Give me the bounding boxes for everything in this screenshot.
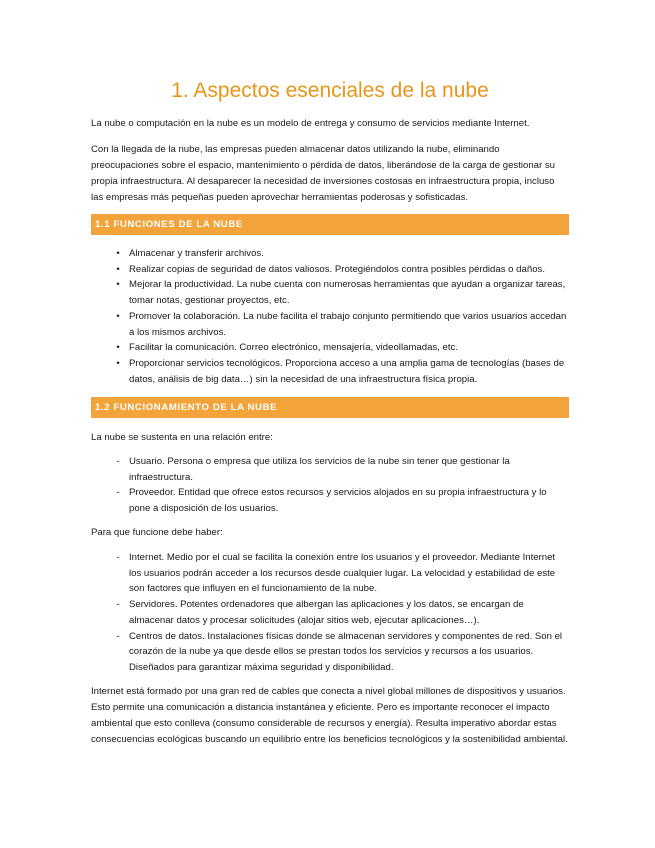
dash-icon: -	[116, 599, 120, 611]
relation-lead: La nube se sustenta en una relación entre:	[91, 432, 273, 443]
list-item: • Almacenar y transferir archivos.	[91, 246, 569, 262]
bullet-icon: •	[116, 342, 120, 354]
requirements-lead: Para que funcione debe haber:	[91, 527, 223, 538]
bullet-icon: •	[116, 310, 120, 322]
list-item: - Servidores. Potentes ordenadores que albergan las aplicaciones y los datos, se encargan de almacenar datos y procesar solicitudes (alojar sitios web, ejecutar aplicaciones…).	[91, 597, 569, 628]
list-item: • Mejorar la productividad. La nube cuenta con numerosas herramientas que ayudan a organizar tareas, tomar notas, gestionar proyectos, etc.	[91, 277, 569, 308]
section-heading-funcionamiento: 1.2 FUNCIONAMIENTO DE LA NUBE	[91, 397, 569, 418]
dash-icon: -	[116, 487, 120, 499]
intro-paragraph-2: Con la llegada de la nube, las empresas pueden almacenar datos utilizando la nube, eliminando preocupaciones sobre el espacio, mantenimiento o pérdida de datos, liberándose de la carga de gestionar su propia infraestructura. Al desaparecer la necesidad de inversiones costosas en infraestructura propia, incluso las empresas más pequeñas pueden aprovechar herramientas poderosas y sofisticadas.	[91, 144, 555, 203]
list-item: - Usuario. Persona o empresa que utiliza los servicios de la nube sin tener que gestionar la infraestructura.	[91, 454, 569, 485]
funciones-list	[91, 246, 569, 387]
list-item: • Realizar copias de seguridad de datos valiosos. Protegiéndolos contra posibles pérdidas o daños.	[91, 262, 569, 278]
list-item: • Facilitar la comunicación. Correo electrónico, mensajería, videollamadas, etc.	[91, 340, 569, 356]
bullet-icon: •	[116, 263, 120, 275]
list-item: - Internet. Medio por el cual se facilita la conexión entre los usuarios y el proveedor. Mediante Internet los usuarios podrán acceder a los recursos desde cualquier lugar. La velocidad y estabilidad de este son factores que influyen en el funcionamiento de la nube.	[91, 550, 569, 597]
bullet-icon: •	[116, 357, 120, 369]
section-heading-funciones: 1.1 FUNCIONES DE LA NUBE	[91, 214, 569, 235]
dash-icon: -	[116, 456, 120, 467]
bullet-icon: •	[116, 279, 120, 291]
dash-icon: -	[116, 552, 120, 563]
intro-paragraph-1: La nube o computación en la nube es un modelo de entrega y consumo de servicios mediante Internet.	[91, 118, 530, 129]
list-item: - Centros de datos. Instalaciones físicas donde se almacenan servidores y componentes de red. Son el corazón de la nube ya que desde ellos se prestan todos los servicios y recursos a los usuarios. Diseñados para garantizar máxima seguridad y disponibilidad.	[91, 629, 569, 676]
page-title: 1. Aspectos esenciales de la nube	[171, 79, 489, 102]
relation-list	[91, 454, 569, 517]
list-item: - Proveedor. Entidad que ofrece estos recursos y servicios alojados en su propia infraestructura y lo pone a disposición de los usuarios.	[91, 485, 569, 516]
dash-icon: -	[116, 630, 120, 642]
bullet-icon: •	[116, 248, 120, 259]
list-item: • Proporcionar servicios tecnológicos. Proporciona acceso a una amplia gama de tecnologías (bases de datos, análisis de big data…) sin la necesidad de una infraestructura física propia.	[91, 356, 569, 387]
closing-paragraph: Internet está formado por una gran red de cables que conecta a nivel global millones de dispositivos y usuarios. Esto permite una comunicación a distancia instantánea y eficiente. Pero es importante reconocer el impacto ambiental que esto conlleva (consumo considerable de recursos y energía). Resulta imperativo abordar estas consecuencias ecológicas buscando un equilibrio entre los beneficios tecnológicos y la sostenibilidad ambiental.	[91, 686, 568, 745]
list-item: • Promover la colaboración. La nube facilita el trabajo conjunto permitiendo que varios usuarios accedan a los mismos archivos.	[91, 309, 569, 340]
requirements-list	[91, 550, 569, 676]
